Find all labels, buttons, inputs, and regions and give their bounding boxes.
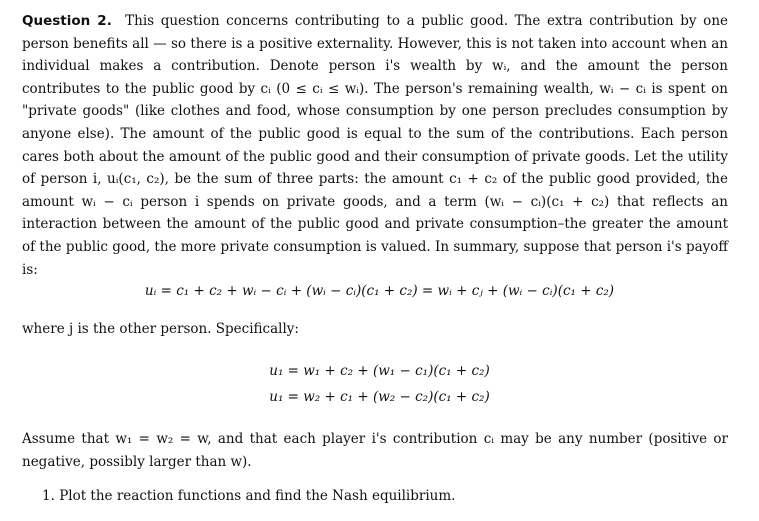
where-text: where j is the other person. Specifically:	[22, 321, 299, 337]
task-number: 1.	[42, 488, 55, 504]
question-body: This question concerns contributing to a public good. The extra contribution by one person benefits all — so there is a positive externality. However, this is not taken into account when an individual makes a contribution. Denote person i's wealth by wᵢ, and the amount the person contributes to the public good by cᵢ (0 ≤ cᵢ ≤ wᵢ). The person's remaining wealth, wᵢ − cᵢ is spent on "private goods" (like clothes and food, whose consumption by one person precludes consumption by anyone else). The amount of the public good is equal to the sum of the contributions. Each person cares both about the amount of the public good and their consumption of private goods. Let the utility of person i, uᵢ(c₁, c₂), be the sum of three parts: the amount c₁ + c₂ of the public good provided, the amount wᵢ − cᵢ person i spends on private goods, and a term (wᵢ − cᵢ)(c₁ + c₂) that reflects an interaction between the amount of the public good and private consumption–the greater the amount of the public good, the more private consumption is valued. In summary, suppose that person i's payoff is:	[22, 13, 729, 278]
task-text: Plot the reaction functions and find the Nash equilibrium.	[59, 488, 456, 504]
payoff-equation-player-1: u₁ = w₁ + c₂ + (w₁ − c₁)(c₁ + c₂)	[269, 363, 490, 379]
payoff-equation: uᵢ = c₁ + c₂ + wᵢ − cᵢ + (wᵢ − cᵢ)(c₁ + c₂) = wᵢ + cⱼ + (wᵢ − cᵢ)(c₁ + c₂)	[144, 283, 615, 299]
assumption-paragraph: Assume that w₁ = w₂ = w, and that each player i's contribution cᵢ may be any number (positive or negative, possibly larger than w).	[22, 431, 728, 470]
task-list-item	[42, 488, 455, 504]
payoff-equation-player-2: u₁ = w₂ + c₁ + (w₂ − c₂)(c₁ + c₂)	[269, 389, 490, 405]
question-paragraph	[22, 10, 728, 281]
question-label: Question 2.	[22, 13, 112, 29]
